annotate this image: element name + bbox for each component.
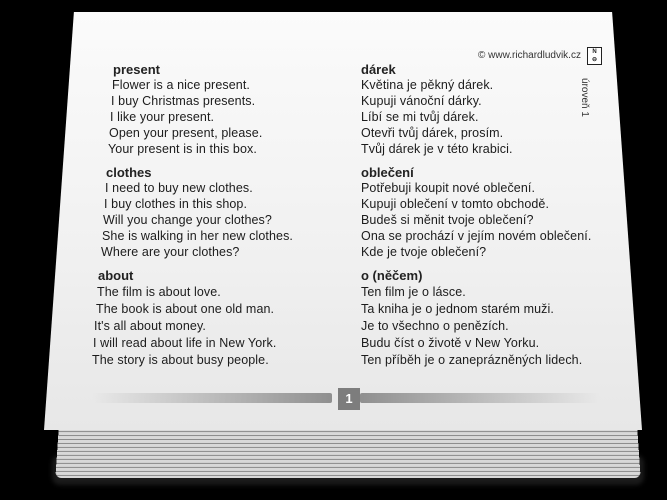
cs-line: Budeš si měnit tvoje oblečení? (361, 213, 534, 227)
cs-line: Ten film je o lásce. (361, 285, 466, 299)
en-line: I buy clothes in this shop. (104, 197, 248, 211)
en-line: I like your present. (110, 110, 215, 124)
cs-line: Květina je pěkný dárek. (361, 78, 494, 92)
cs-line: Ta kniha je o jednom starém muži. (361, 302, 554, 316)
cs-line: Je to všechno o penězích. (361, 319, 509, 333)
cs-word-darek: dárek (361, 62, 396, 77)
en-line: The film is about love. (97, 285, 221, 299)
en-line: Your present is in this box. (108, 142, 257, 156)
cs-word-o-necem: o (něčem) (361, 268, 423, 283)
en-line: I buy Christmas presents. (111, 94, 256, 108)
en-word-about: about (98, 268, 134, 283)
cs-line: Kupuji vánoční dárky. (361, 94, 482, 108)
level-label: úroveň 1 (579, 78, 590, 117)
cs-word-obleceni: oblečení (361, 165, 414, 180)
cs-line: Kupuji oblečení v tomto obchodě. (361, 197, 550, 211)
cs-line: Líbí se mi tvůj dárek. (361, 110, 479, 124)
cs-line: Budu číst o životě v New Yorku. (361, 336, 540, 350)
bottom-band-left (92, 393, 332, 403)
en-line: She is walking in her new clothes. (102, 229, 293, 243)
en-word-present: present (113, 62, 160, 77)
cs-line: Kde je tvoje oblečení? (361, 245, 487, 259)
cs-line: Ona se prochází v jejím novém oblečení. (361, 229, 592, 243)
bottom-band-right (360, 393, 600, 403)
page-number-badge: 1 (338, 388, 360, 410)
en-line: I will read about life in New York. (93, 336, 277, 350)
en-line: Where are your clothes? (101, 245, 240, 259)
cs-line: Potřebuji koupit nové oblečení. (361, 181, 536, 195)
en-line: I need to buy new clothes. (105, 181, 253, 195)
en-line: Will you change your clothes? (103, 213, 272, 227)
copyright-text: © www.richardludvik.cz (478, 50, 581, 61)
en-line: Open your present, please. (109, 126, 263, 140)
en-line: The story is about busy people. (92, 353, 269, 367)
en-word-clothes: clothes (106, 165, 152, 180)
en-line: The book is about one old man. (96, 302, 275, 316)
cs-line: Tvůj dárek je v této krabici. (361, 142, 513, 156)
cs-line: Otevři tvůj dárek, prosím. (361, 126, 504, 140)
en-line: It's all about money. (94, 319, 206, 333)
logo-icon: N ⊖ (587, 47, 602, 65)
cs-line: Ten příběh je o zaneprázněných lidech. (361, 353, 583, 367)
en-line: Flower is a nice present. (112, 78, 250, 92)
